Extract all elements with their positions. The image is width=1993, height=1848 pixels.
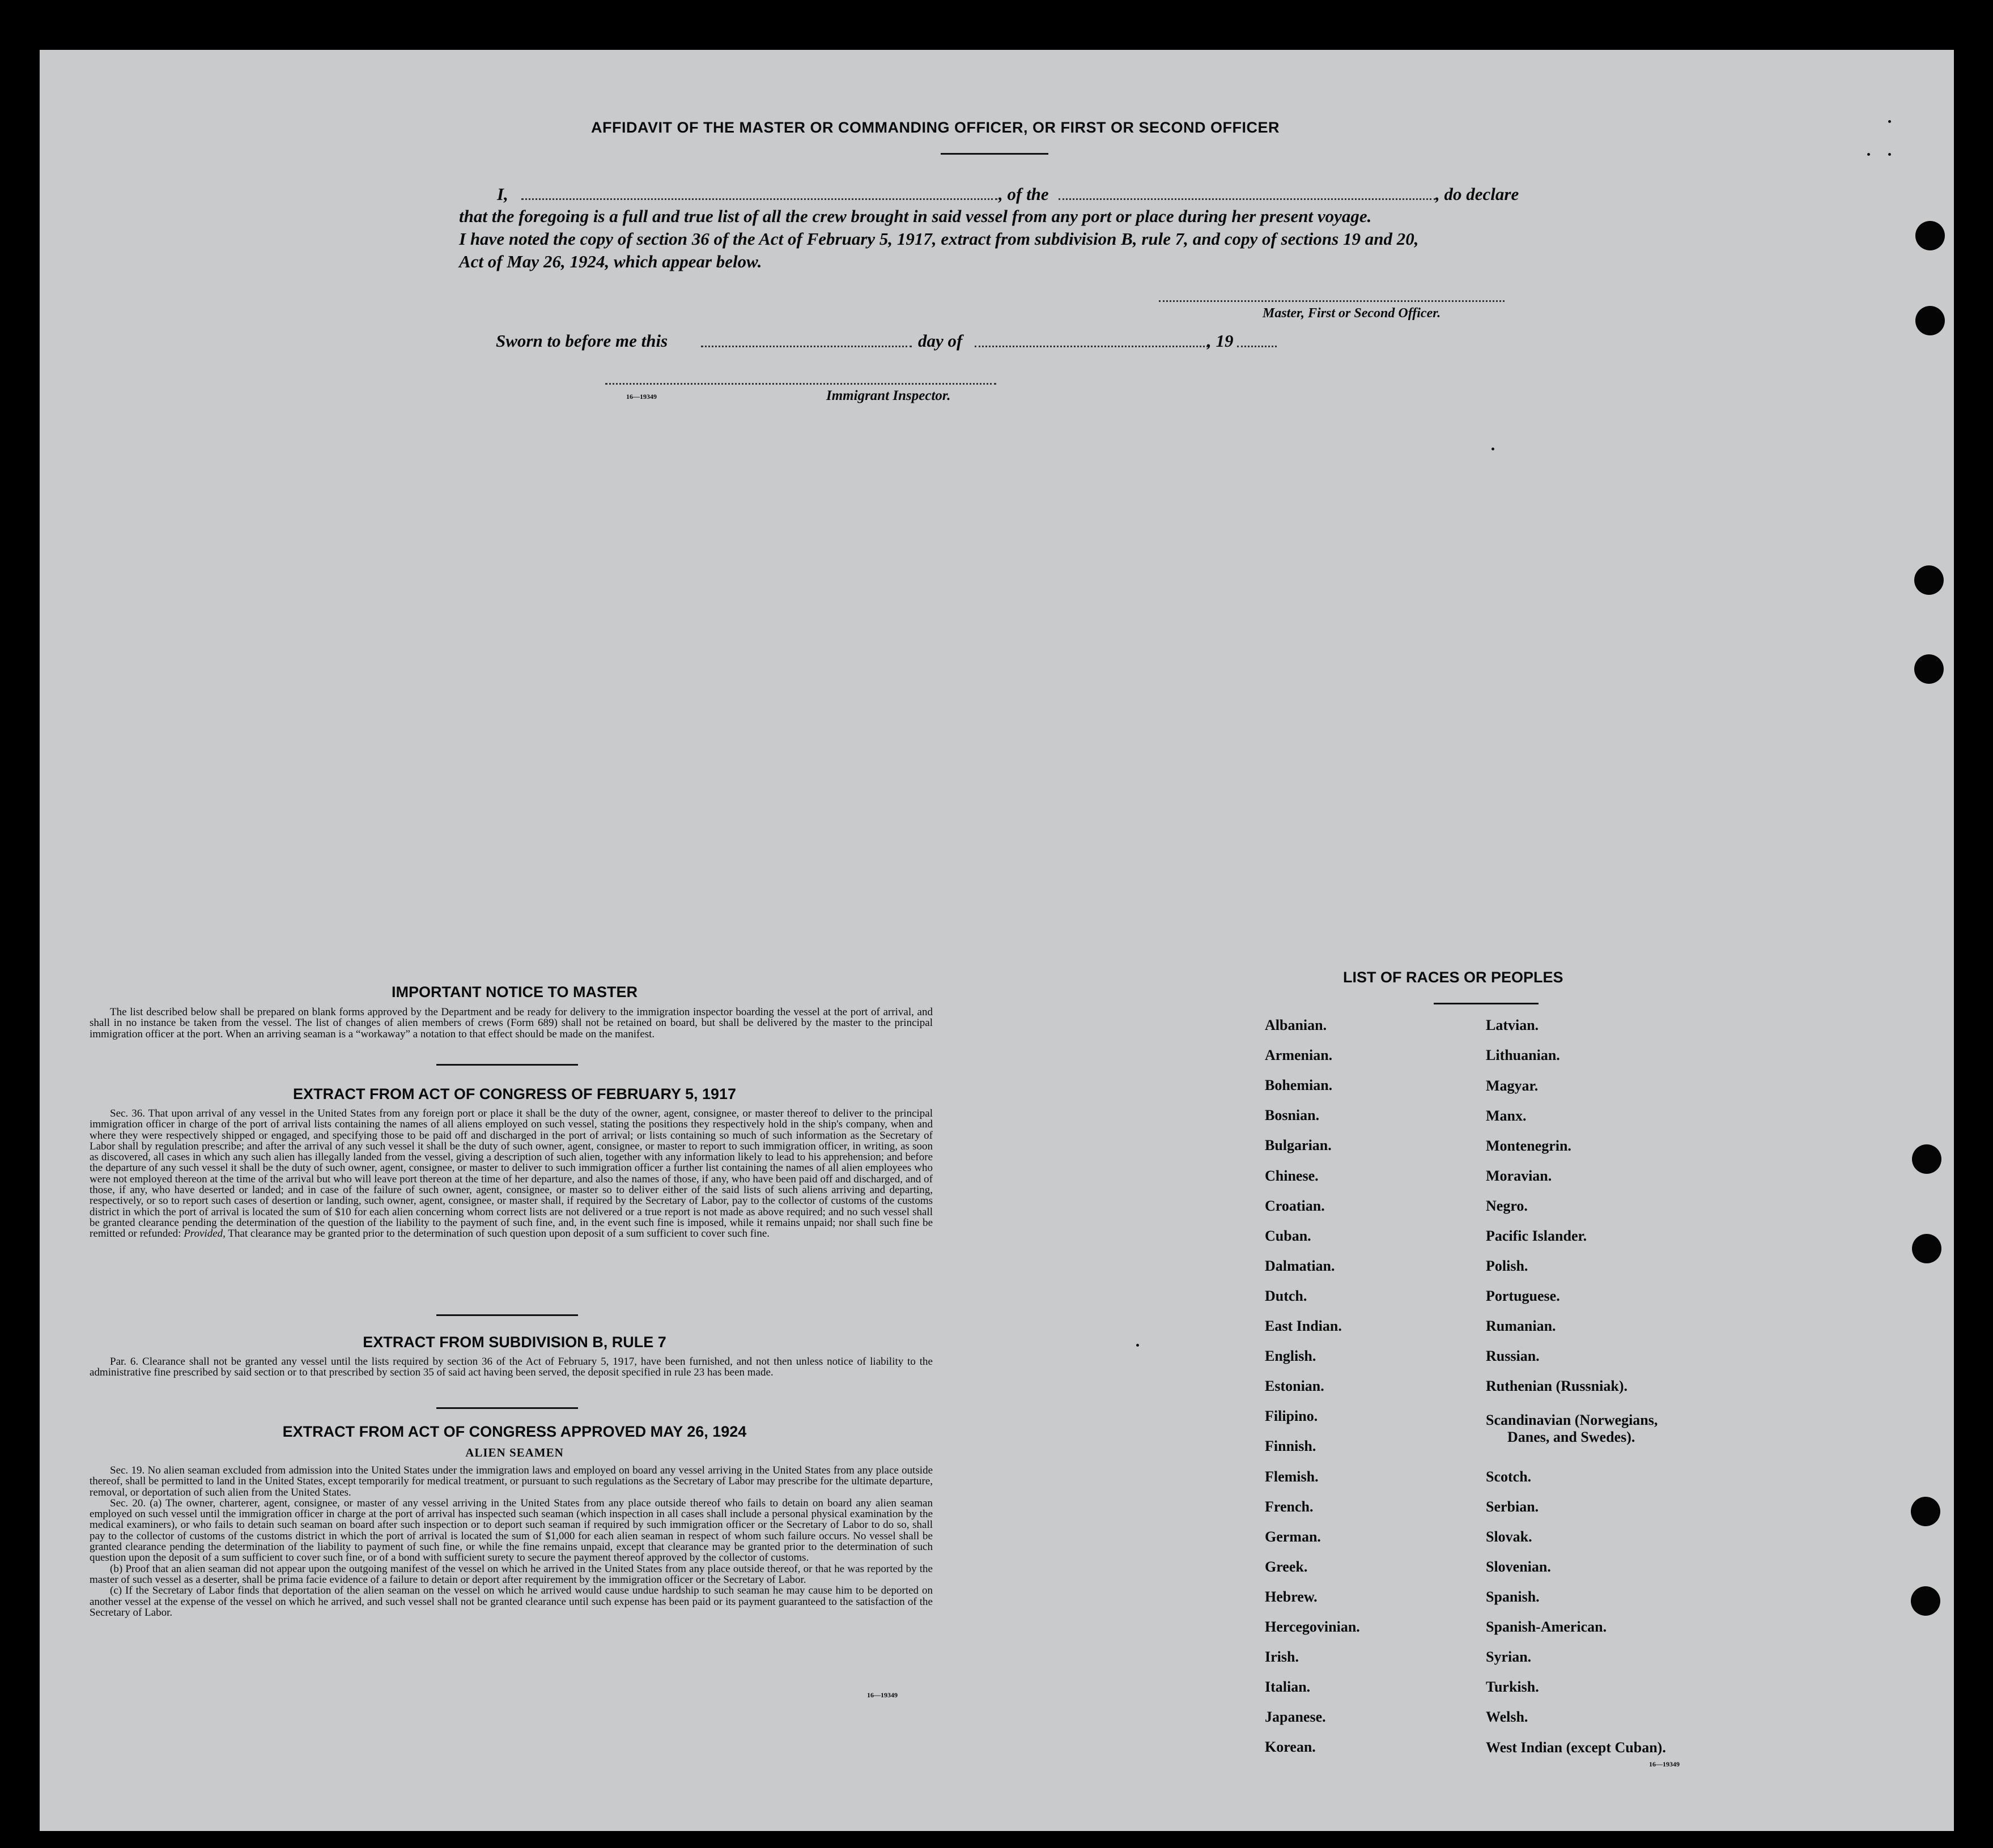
- speck: [1136, 1344, 1139, 1347]
- race-item: Spanish-American.: [1486, 1619, 1607, 1635]
- race-item: English.: [1265, 1348, 1316, 1365]
- race-item: French.: [1265, 1498, 1314, 1515]
- sec20b-body: (b) Proof that an alien seaman did not appear upon the outgoing manifest of the vessel on which he arrived in the United States from any place outside thereof, or that he was reported by the master of such vessel as a deserter, shall be prima facie evidence of a failure to detain or deport after requirement by the immigration officer or the Secretary of Labor.: [90, 1562, 933, 1586]
- punch-hole: [1912, 1234, 1941, 1263]
- race-item: West Indian (except Cuban).: [1486, 1739, 1666, 1756]
- affidavit-form-number: 16—19349: [626, 393, 657, 401]
- race-item: Hebrew.: [1265, 1588, 1318, 1605]
- notice-body: The list described below shall be prepared on blank forms approved by the Department and be ready for delivery to the immigration inspector boarding the vessel at the port of arrival, and shall in no instance be taken from the vessel. The list of changes of alien members of crews (Form 689) shall not be retained on board, but shall be delivered by the master to the principal immigration officer at the port. When an arriving seaman is a “workaway” a notation to that effect should be made on the manifest.: [90, 1006, 933, 1040]
- title-rule: [941, 153, 1048, 155]
- race-item: Italian.: [1265, 1679, 1311, 1696]
- extract-1917-title: EXTRACT FROM ACT OF CONGRESS OF FEBRUARY 5, 1917: [292, 1085, 737, 1102]
- race-item: Pacific Islander.: [1486, 1228, 1587, 1244]
- speck: [1867, 153, 1870, 156]
- sec20a-paragraph: [90, 1498, 933, 1564]
- race-item: Hercegovinian.: [1265, 1619, 1360, 1635]
- section-rule: [436, 1407, 578, 1409]
- race-item: Russian.: [1486, 1348, 1540, 1364]
- race-item: Moravian.: [1486, 1168, 1552, 1184]
- vessel-field[interactable]: [1059, 198, 1435, 200]
- race-item: Finnish.: [1265, 1438, 1316, 1455]
- sworn-label: Sworn to before me this: [496, 331, 668, 351]
- punch-hole: [1914, 654, 1944, 684]
- race-item: Ruthenian (Russniak).: [1486, 1378, 1627, 1394]
- race-item: Bosnian.: [1265, 1107, 1320, 1124]
- year-field[interactable]: [1237, 346, 1277, 347]
- punch-hole: [1915, 221, 1945, 250]
- race-item: Dutch.: [1265, 1287, 1307, 1304]
- sec20c-body: (c) If the Secretary of Labor finds that deportation of the alien seaman on the vessel on which he arrived would cause undue hardship to such seaman he may cause him to be deported on another vessel at the expense of the vessel on which he arrived, and such vessel shall not be granted clearance until such expense has been paid or its payment guaranteed to the satisfaction of the Secretary of Labor.: [90, 1585, 933, 1619]
- extract-form-number: 16—19349: [867, 1691, 898, 1699]
- race-item: Dalmatian.: [1265, 1257, 1335, 1274]
- race-item: Montenegrin.: [1486, 1138, 1571, 1154]
- race-item: Armenian.: [1265, 1047, 1333, 1064]
- sec20c-paragraph: [90, 1585, 933, 1618]
- notice-title: IMPORTANT NOTICE TO MASTER: [392, 983, 638, 1000]
- master-signature-label: Master, First or Second Officer.: [1263, 306, 1441, 321]
- race-item: German.: [1265, 1528, 1321, 1545]
- affidavit-of-the: , of the: [998, 184, 1049, 204]
- race-item: Flemish.: [1265, 1468, 1319, 1485]
- rule7-title: EXTRACT FROM SUBDIVISION B, RULE 7: [363, 1334, 666, 1351]
- race-item: Japanese.: [1265, 1709, 1326, 1726]
- race-item: Irish.: [1265, 1649, 1299, 1666]
- race-item: Polish.: [1486, 1258, 1528, 1274]
- race-item: Rumanian.: [1486, 1318, 1556, 1334]
- race-item: Danes, and Swedes).: [1507, 1429, 1635, 1445]
- races-title: LIST OF RACES OR PEOPLES: [1343, 969, 1563, 986]
- race-item: Serbian.: [1486, 1498, 1539, 1515]
- alien-seamen-subtitle: ALIEN SEAMEN: [465, 1446, 564, 1459]
- race-item: Syrian.: [1486, 1649, 1532, 1665]
- year-label: , 19: [1207, 331, 1234, 351]
- race-item: Korean.: [1265, 1739, 1316, 1756]
- sec36-body: Sec. 36. That upon arrival of any vessel in the United States from any foreign port or place it shall be the duty of the owner, agent, consignee, or master thereof to deliver to the principal immigration officer in charge of the port of arrival lists containing the names of all aliens employed on such vessel, stating the positions they respectively hold in the ship's company, when and where they were respectively shipped or engaged, and specifying those to be paid off and discharged in the port of arrival; or lists containing so much of such information as the Secretary of Labor shall by regulation prescribe; and after the arrival of any such vessel it shall be the duty of such owner, agent, consignee, or master to report to such immigration officer, in writing, as soon as discovered, all cases in which any such alien has illegally landed from the vessel, giving a description of such alien, together with any information likely to lead to his apprehension; and before the departure of any such vessel it shall be the duty of such owner, agent, consignee, or master to deliver to such immigration officer a further list containing the names of all alien employees who were not employed thereon at the time of the arrival but who will leave port thereon at the time of her departure, and also the names of those, if any, who have been paid off and discharged, and of those, if any, who have deserted or landed; and in case of the failure of such owner, agent, consignee, or master so to deliver either of the said lists of such aliens arriving and departing, respectively, or so to report such cases of desertion or landing, such owner, agent, consignee, or master shall, if required by the Secretary of Labor, pay to the collector of customs of the customs district in which the port of arrival is located the sum of $10 for each alien concerning whom correct lists are not delivered or a true report is not made as above required; and no such vessel shall be granted clearance pending the determination of the question of the liability to the payment of such fine, and, in the event such fine is imposed, while it remains unpaid; nor shall such fine be remitted or refunded:: [90, 1108, 933, 1240]
- race-item: Albanian.: [1265, 1017, 1327, 1033]
- races-rule: [1434, 1003, 1539, 1004]
- race-item: Lithuanian.: [1486, 1047, 1560, 1063]
- race-item: East Indian.: [1265, 1318, 1342, 1334]
- race-item: Scotch.: [1486, 1468, 1532, 1485]
- sec19-body: Sec. 19. No alien seaman excluded from admission into the United States under the immigration laws and employed on board any vessel arriving in the United States from any place outside thereof, shall be permitted to land in the United States, except temporarily for medical treatment, or pursuant to such regulations as the Secretary of Labor may prescribe for the ultimate departure, removal, or deportation of such alien from the United States.: [90, 1464, 933, 1498]
- affidavit-i: I,: [497, 184, 508, 204]
- race-item: Latvian.: [1486, 1017, 1539, 1033]
- section-rule: [436, 1314, 578, 1316]
- affidavit-line3: I have noted the copy of section 36 of the Act of February 5, 1917, extract from subdivision B, rule 7, and copy of sections 19 and 20,: [459, 229, 1419, 249]
- race-item: Slovak.: [1486, 1528, 1532, 1545]
- extract-1917-text: [90, 1108, 933, 1240]
- sworn-month-field[interactable]: [975, 346, 1208, 347]
- inspector-label: Immigrant Inspector.: [826, 388, 951, 403]
- race-item: Slovenian.: [1486, 1559, 1551, 1575]
- punch-hole: [1911, 1586, 1940, 1616]
- speck: [1888, 120, 1891, 123]
- affidavit-line4: Act of May 26, 1924, which appear below.: [459, 252, 762, 271]
- affidavit-title: AFFIDAVIT OF THE MASTER OR COMMANDING OFFICER, OR FIRST OR SECOND OFFICER: [591, 119, 1280, 136]
- race-item: Bulgarian.: [1265, 1137, 1332, 1154]
- master-signature-field[interactable]: [1159, 300, 1505, 302]
- sworn-day-field[interactable]: [701, 346, 912, 347]
- race-item: Manx.: [1486, 1108, 1527, 1124]
- race-item: Negro.: [1486, 1198, 1528, 1214]
- race-item: Turkish.: [1486, 1679, 1539, 1695]
- race-item: Spanish.: [1486, 1589, 1540, 1605]
- races-form-number: 16—19349: [1649, 1760, 1680, 1768]
- race-item: Chinese.: [1265, 1167, 1319, 1184]
- race-item: Croatian.: [1265, 1197, 1325, 1214]
- sec20b-paragraph: [90, 1564, 933, 1586]
- race-item: Magyar.: [1486, 1078, 1539, 1094]
- race-item: Bohemian.: [1265, 1077, 1333, 1094]
- punch-hole: [1911, 1497, 1940, 1526]
- punch-hole: [1912, 1144, 1941, 1174]
- extract-1924-text: [90, 1465, 933, 1618]
- race-item: Welsh.: [1486, 1709, 1528, 1725]
- extract-1924-title: EXTRACT FROM ACT OF CONGRESS APPROVED MAY 26, 1924: [282, 1423, 747, 1440]
- race-item: Filipino.: [1265, 1408, 1318, 1425]
- sec36-tail: That clearance may be granted prior to the determination of such question upon deposit of a sum sufficient to cover such fine.: [228, 1228, 770, 1240]
- affidavit-declare: , do declare: [1435, 184, 1519, 204]
- race-item: Cuban.: [1265, 1227, 1311, 1244]
- race-item: Portuguese.: [1486, 1288, 1560, 1304]
- sec19-paragraph: [90, 1465, 933, 1498]
- sec20a-body: Sec. 20. (a) The owner, charterer, agent, consignee, or master of any vessel arriving in the United States from any place outside thereof who fails to detain on board any alien seaman employed on such vessel until the immigration officer in charge at the port of arrival has inspected such seaman (which inspection in all cases shall include a personal physical examination by the medical examiners), or who fails to detain such seaman on board after such inspection or to deport such seaman if required by such immigration officer or the Secretary of Labor to do so, shall pay to the collector of customs of the customs district in which the port of arrival is located the sum of $1,000 for each alien seaman in respect of whom such failure occurs. No vessel shall be granted clearance pending the determination of the liability to payment of such fine, or while the fine remains unpaid, except that clearance may be granted prior to the determination of such question upon the deposit of a sum sufficient to cover such fine, or of a bond with sufficient surety to secure the payment thereof approved by the collector of customs.: [90, 1497, 933, 1564]
- speck: [1491, 448, 1494, 450]
- rule7-text: [90, 1356, 933, 1378]
- race-item: Estonian.: [1265, 1378, 1324, 1395]
- provided-word: Provided,: [184, 1228, 226, 1240]
- notice-text: [90, 1007, 933, 1040]
- day-of-label: day of: [918, 331, 963, 351]
- affidavit-line2: that the foregoing is a full and true list of all the crew brought in said vessel from any port or place during her present voyage.: [459, 206, 1372, 226]
- punch-hole: [1915, 306, 1945, 335]
- speck: [1888, 153, 1891, 156]
- name-field[interactable]: [521, 198, 997, 200]
- punch-hole: [1914, 565, 1944, 595]
- inspector-signature-field[interactable]: [605, 383, 996, 385]
- rule7-body: Par. 6. Clearance shall not be granted any vessel until the lists required by section 36 of the Act of February 5, 1917, have been furnished, and not then unless notice of liability to the administrative fine prescribed by said section or to that prescribed by section 35 of said act having been served, the deposit specified in rule 23 has been made.: [90, 1356, 933, 1379]
- race-item: Greek.: [1265, 1558, 1308, 1575]
- race-item: Scandinavian (Norwegians,: [1486, 1412, 1658, 1428]
- section-rule: [436, 1064, 578, 1066]
